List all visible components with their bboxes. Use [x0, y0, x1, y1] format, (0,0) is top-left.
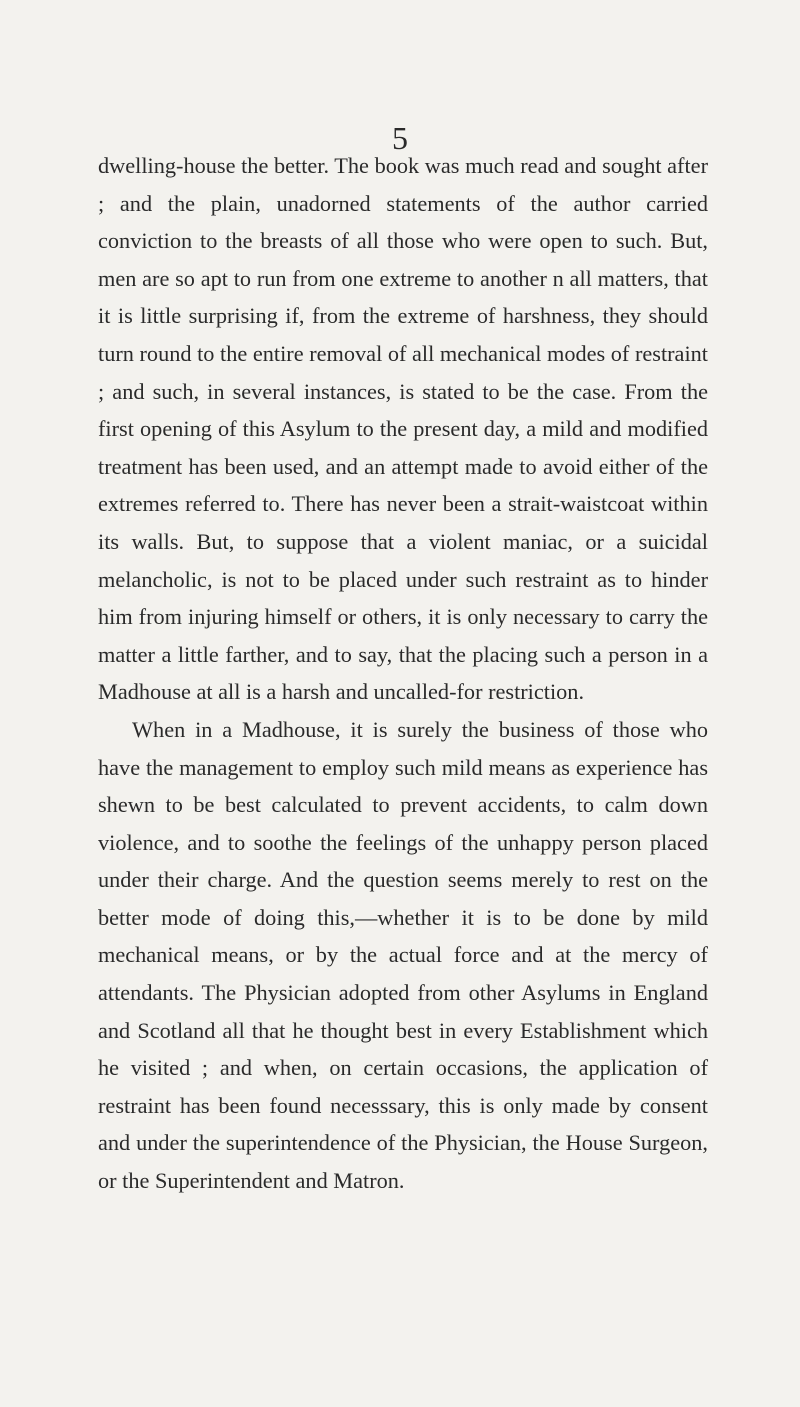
paragraph-1: dwelling-house the better. The book was much read and sought after ; and the plain, unadorned statements of the author carried conviction to the breasts of all those who were open to such. But, men are so apt to run from one extreme to another n all matters, that it is little surprising if, from the extreme of harshness, they should turn round to the entire removal of all mechanical modes of restraint ; and such, in several instances, is stated to be the case. From the first opening of this Asylum to the present day, a mild and modified treatment has been used, and an attempt made to avoid either of the extremes referred to. There has never been a strait-waistcoat within its walls. But, to suppose that a violent maniac, or a suicidal melancholic, is not to be placed under such restraint as to hinder him from injuring himself or others, it is only necessary to carry the matter a little farther, and to say, that the placing such a person in a Madhouse at all is a harsh and uncalled-for restriction. [98, 153, 708, 705]
body-text [98, 147, 708, 1200]
page-number: 5 [392, 120, 408, 156]
paragraph-2: When in a Madhouse, it is surely the business of those who have the management to employ such mild means as experience has shewn to be best calculated to prevent accidents, to calm down violence, and to soothe the feelings of the unhappy person placed under their charge. And the question seems merely to rest on the better mode of doing this,—whether it is to be done by mild mechanical means, or by the actual force and at the mercy of attendants. The Physician adopted from other Asylums in England and Scotland all that he thought best in every Establishment which he visited ; and when, on certain occasions, the application of restraint has been found necesssary, this is only made by consent and under the superintendence of the Physician, the House Surgeon, or the Superintendent and Matron. [98, 716, 708, 1194]
